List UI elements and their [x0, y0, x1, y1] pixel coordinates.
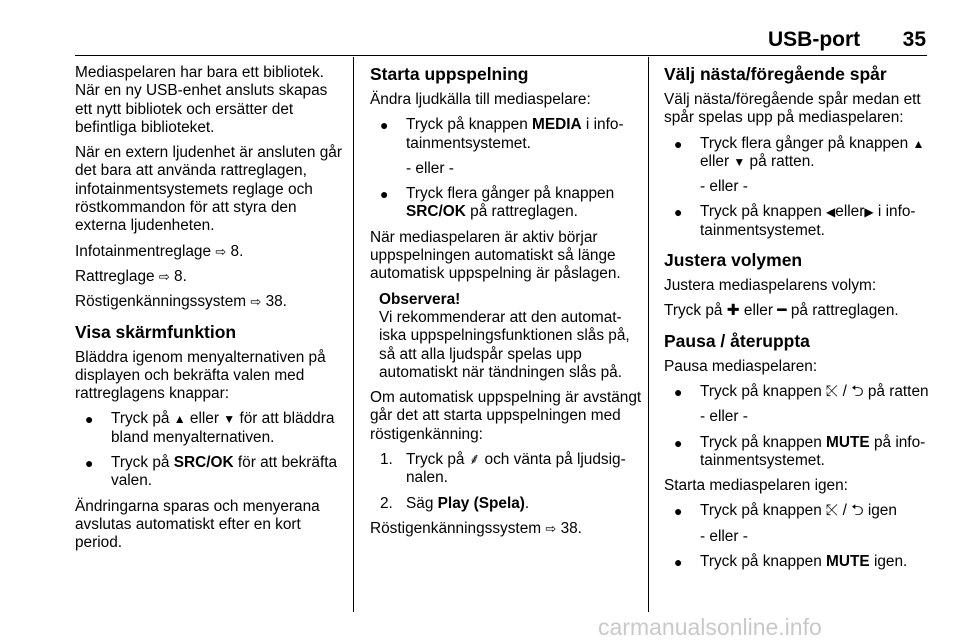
heading-next-prev-track: Välj nästa/föregående spår: [664, 64, 887, 84]
key-label: Play (Spela): [437, 494, 525, 512]
cross-reference[interactable]: Röstigenkänningssystem ⇨ 38.: [370, 519, 582, 537]
left-arrow-icon: ◀: [826, 205, 836, 220]
paragraph: Pausa mediaspelaren:: [664, 357, 818, 375]
paragraph: Om automatisk uppspelning är avstängt går det att starta uppspelningen med röstigenkänning:: [370, 389, 642, 443]
bullet-icon: ●: [674, 204, 683, 221]
list-item: ● Tryck på knappen MUTE igen.: [674, 553, 908, 571]
column-1: [75, 64, 347, 560]
heading-screen-function: Visa skärmfunktion: [75, 321, 237, 342]
heading-pause-resume: Pausa / återuppta: [664, 330, 810, 351]
list-item: ● Tryck på knappen ⤪ / ⮌ igen: [674, 502, 897, 520]
note-box: [370, 291, 642, 382]
paragraph: När mediaspelaren är aktiv börjar uppspelningen automatiskt så länge automatisk uppspelning är påslagen.: [370, 228, 621, 283]
paragraph: Mediaspelaren har bara ett bibliotek. När en ny USB-enhet ansluts skapas ett nytt bibliotek och ersätter det befintliga biblioteket.: [75, 64, 328, 136]
reference-arrow-icon: ⇨: [158, 268, 170, 284]
key-label: SRC/OK: [173, 454, 234, 472]
cross-reference[interactable]: Infotainmentreglage ⇨ 8.: [75, 242, 244, 260]
paragraph: Välj nästa/föregående spår medan ett spår spelas upp på mediaspelaren:: [664, 91, 921, 127]
watermark: carmanualsonline.info: [598, 614, 822, 640]
paragraph: Bläddra igenom menyalternativen på displayen och bekräfta valen med rattreglagens knappar:: [75, 348, 326, 403]
reference-arrow-icon: ⇨: [545, 520, 557, 536]
voice-icon: ⸙: [468, 451, 481, 469]
mute-icon: ⤪: [826, 502, 839, 520]
list-item: ● Tryck flera gånger på knappen ▲ eller ▼ på ratten.: [674, 134, 925, 170]
bullet-icon: ●: [674, 135, 683, 152]
list-item: ● Tryck på knappen MUTE på infotainmentsystemet.: [674, 433, 926, 469]
list-item: ● Tryck på SRC/OK för att bekräfta valen.: [85, 454, 338, 490]
heading-start-playback: Starta uppspelning: [370, 64, 529, 84]
down-arrow-icon: ▼: [223, 412, 236, 427]
mute-icon: ⤪: [826, 382, 839, 400]
bullet-icon: ●: [85, 411, 94, 428]
key-label: MUTE: [826, 433, 870, 451]
bullet-icon: ●: [380, 117, 389, 134]
list-item: ● Tryck på knappen ◀eller▶ i infotainmentsystemet.: [674, 203, 916, 239]
back-icon: ⮌: [851, 382, 864, 400]
paragraph: Ändra ljudkälla till mediaspelare:: [370, 91, 591, 108]
paragraph: Starta mediaspelaren igen:: [664, 477, 848, 495]
cross-reference[interactable]: Rattreglage ⇨ 8.: [75, 267, 187, 285]
page-number: 35: [902, 28, 926, 51]
heading-volume: Justera volymen: [664, 250, 803, 271]
bullet-icon: ●: [674, 383, 683, 400]
paragraph: När en extern ljudenhet är ansluten går det bara att använda rattreglagen, infotainmentsystemets reglage och röstkommandon för att styra den externa ljudenheten.: [75, 144, 342, 235]
bullet-icon: ●: [674, 503, 683, 520]
key-label: MEDIA: [532, 116, 582, 134]
section-title: USB-port: [768, 28, 861, 51]
column-3: [664, 64, 930, 578]
or-separator: - eller -: [700, 408, 748, 426]
paragraph: Ändringarna sparas och menyerana avslutas automatiskt efter en kort period.: [75, 497, 320, 552]
bullet-icon: ●: [674, 554, 683, 571]
back-icon: ⮌: [851, 502, 864, 520]
bullet-icon: ●: [85, 455, 94, 472]
list-item: ● Tryck på ▲ eller ▼ för att bläddra bland menyalternativen.: [85, 410, 335, 446]
reference-arrow-icon: ⇨: [215, 243, 227, 259]
numbered-step: 1. Tryck på ⸙ och vänta på ljudsignalen.: [380, 451, 626, 487]
paragraph: Justera mediaspelarens volym:: [664, 277, 877, 295]
cross-reference[interactable]: Röstigenkänningssystem ⇨ 38.: [75, 293, 287, 311]
numbered-step: 2. Säg Play (Spela).: [380, 494, 530, 512]
header-rule: [75, 55, 927, 56]
up-arrow-icon: ▲: [912, 136, 925, 151]
plus-icon: ✚: [726, 302, 740, 320]
or-separator: - eller -: [700, 178, 748, 196]
list-item: ● Tryck flera gånger på knappen SRC/OK på rattreglagen.: [380, 185, 615, 221]
or-separator: - eller -: [700, 527, 748, 545]
note-text: Vi rekommenderar att den automatiska uppspelningsfunktionen slås på, så att alla ljudspår spelas upp automatiskt när tändningen slås på.: [379, 308, 630, 381]
right-arrow-icon: ▶: [864, 205, 874, 220]
bullet-icon: ●: [674, 434, 683, 451]
or-separator: - eller -: [406, 159, 454, 177]
minus-icon: ━: [777, 302, 787, 320]
up-arrow-icon: ▲: [173, 412, 186, 427]
column-2: [370, 64, 642, 545]
key-label: SRC/OK: [406, 203, 466, 221]
key-label: MUTE: [826, 553, 870, 571]
column-divider-2: [648, 57, 649, 612]
note-title: Observera!: [379, 290, 461, 308]
down-arrow-icon: ▼: [733, 154, 746, 169]
reference-arrow-icon: ⇨: [250, 294, 262, 310]
list-item: ● Tryck på knappen MEDIA i infotainmentsystemet.: [380, 116, 624, 152]
list-item: ● Tryck på knappen ⤪ / ⮌ på ratten: [674, 382, 929, 400]
bullet-icon: ●: [380, 186, 389, 203]
paragraph: Tryck på ✚ eller ━ på rattreglagen.: [664, 302, 899, 320]
column-divider-1: [353, 57, 354, 612]
page-header: [690, 28, 926, 52]
